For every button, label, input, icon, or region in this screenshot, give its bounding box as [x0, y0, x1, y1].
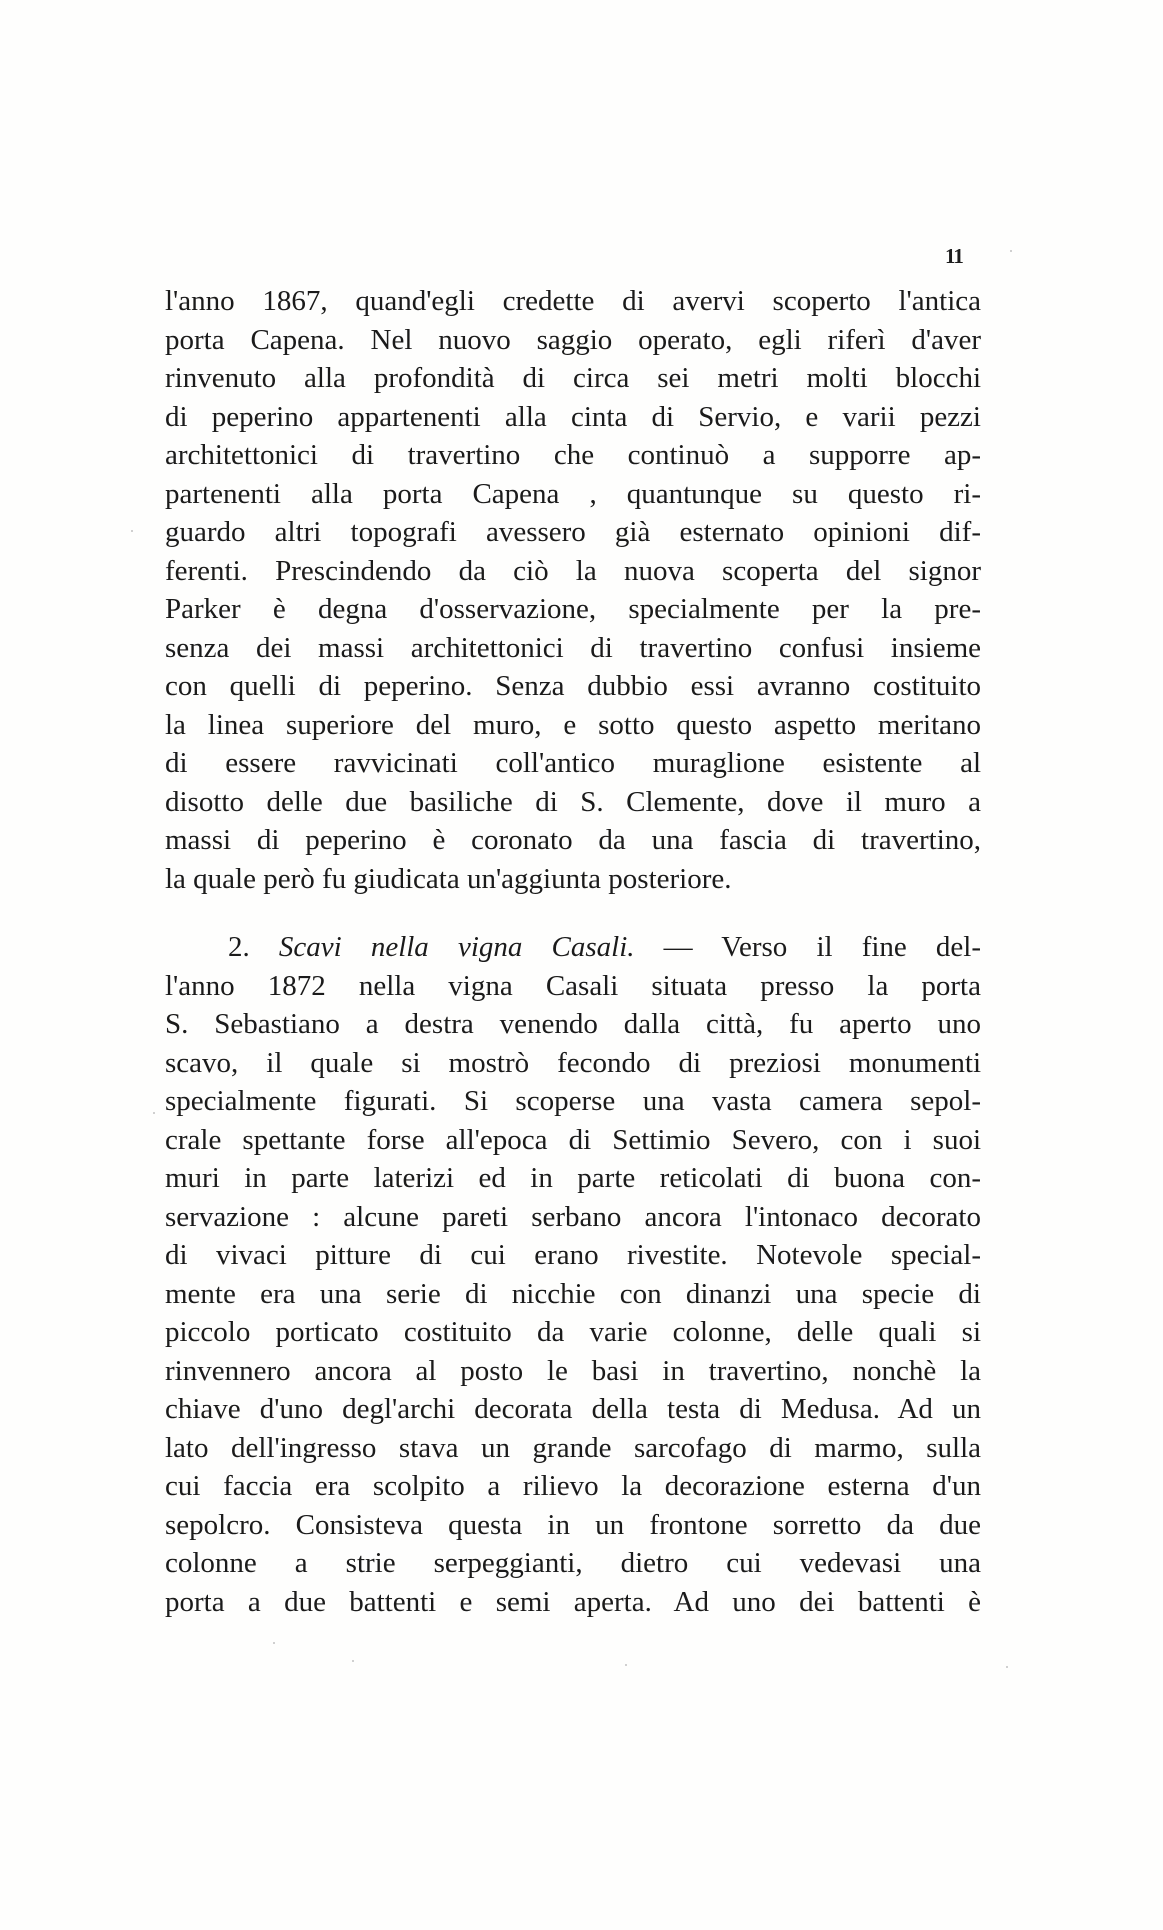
scan-speck	[131, 530, 133, 532]
section-title: Scavi nella vigna Casali.	[278, 931, 635, 963]
text-line: piccolo porticato costituito da varie colonne, delle quali si	[165, 1316, 981, 1348]
text-line: cui faccia era scolpito a rilievo la decorazione esterna d'un	[165, 1470, 981, 1502]
section-number: 2.	[228, 931, 250, 963]
scan-speck	[273, 1642, 275, 1644]
text-line: la linea superiore del muro, e sotto questo aspetto meritano	[165, 708, 981, 741]
text-line: disotto delle due basiliche di S. Clemente, dove il muro a	[165, 785, 981, 818]
text-line: crale spettante forse all'epoca di Settimio Severo, con i suoi	[165, 1123, 981, 1156]
text-line: di essere ravvicinati coll'antico muraglione esistente al	[165, 747, 981, 779]
text-line: chiave d'uno degl'archi decorata della testa di Medusa. Ad un	[165, 1393, 981, 1425]
text-line: Parker è degna d'osservazione, specialmente per la pre-	[165, 593, 981, 625]
text-line: lato dell'ingresso stava un grande sarcofago di marmo, sulla	[165, 1431, 981, 1464]
text-line: sepolcro. Consisteva questa in un frontone sorretto da due	[165, 1508, 981, 1541]
text-line: ferenti. Prescindendo da ciò la nuova scoperta del signor	[165, 554, 981, 587]
text-line: l'anno 1872 nella vigna Casali situata presso la porta	[165, 969, 981, 1002]
text-line: con quelli di peperino. Senza dubbio essi avranno costituito	[165, 670, 981, 702]
scan-speck	[352, 1660, 354, 1662]
text-line: partenenti alla porta Capena , quantunque su questo ri-	[165, 477, 981, 510]
text-line: servazione : alcune pareti serbano ancora l'intonaco decorato	[165, 1200, 981, 1233]
page-number: 11	[945, 244, 963, 268]
scan-speck	[153, 1112, 155, 1114]
text-line: mente era una serie di nicchie con dinanzi una specie di	[165, 1277, 981, 1310]
text-line: rinvenuto alla profondità di circa sei metri molti blocchi	[165, 362, 981, 394]
text-line: di vivaci pitture di cui erano rivestite. Notevole special-	[165, 1239, 981, 1271]
text-line: scavo, il quale si mostrò fecondo di preziosi monumenti	[165, 1046, 981, 1079]
scan-speck	[1010, 250, 1012, 252]
text-line: muri in parte laterizi ed in parte reticolati di buona con-	[165, 1162, 981, 1194]
text-line: guardo altri topografi avessero già esternato opinioni dif-	[165, 516, 981, 548]
paragraph-1	[165, 282, 981, 898]
text-line: rinvennero ancora al posto le basi in travertino, nonchè la	[165, 1354, 981, 1387]
text-line: S. Sebastiano a destra venendo dalla città, fu aperto uno	[165, 1008, 981, 1040]
text-line: di peperino appartenenti alla cinta di Servio, e varii pezzi	[165, 400, 981, 433]
paragraph-2	[165, 928, 981, 1621]
text-line: porta Capena. Nel nuovo saggio operato, egli riferì d'aver	[165, 323, 981, 356]
text-line: l'anno 1867, quand'egli credette di avervi scoperto l'antica	[165, 285, 981, 317]
section-heading-line	[165, 928, 981, 967]
text-line: specialmente figurati. Si scoperse una vasta camera sepol-	[165, 1085, 981, 1117]
text-line: massi di peperino è coronato da una fascia di travertino,	[165, 824, 981, 856]
text-line: porta a due battenti e semi aperta. Ad uno dei battenti è	[165, 1585, 981, 1618]
text-line: architettonici di travertino che continuò a supporre ap-	[165, 439, 981, 471]
text-line: colonne a strie serpeggianti, dietro cui vedevasi una	[165, 1547, 981, 1579]
scan-speck	[1006, 1666, 1008, 1668]
scan-speck	[625, 1664, 627, 1666]
text-line: senza dei massi architettonici di travertino confusi insieme	[165, 631, 981, 664]
section-heading-text: — Verso il fine del-	[663, 931, 982, 963]
text-line: la quale però fu giudicata un'aggiunta posteriore.	[165, 862, 732, 895]
